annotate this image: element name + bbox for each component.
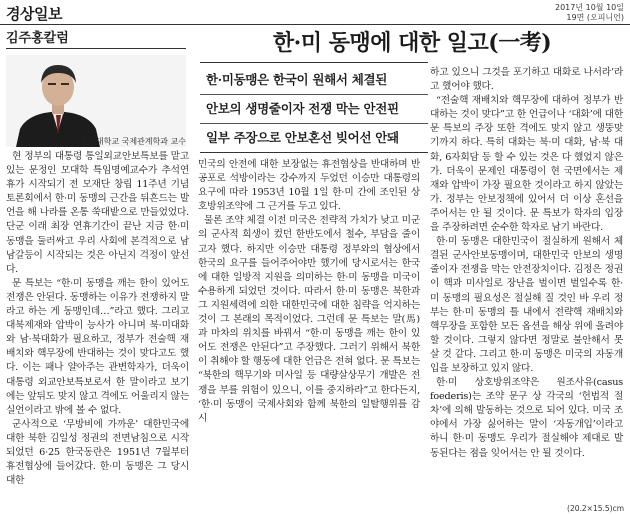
publication-date: 2017년 10월 10일 [555, 3, 624, 12]
subhead-line-1: 한·미동맹은 한국이 원해서 체결된 [200, 66, 428, 95]
page-section: 19면 (오피니언) [566, 13, 624, 22]
dateline [555, 3, 624, 23]
subhead-line-2: 안보의 생명줄이자 전쟁 막는 안전핀 [200, 95, 428, 124]
headline: 한·미 동맹에 대한 일고(一考) [272, 30, 552, 56]
newspaper-masthead: 경상일보 [6, 5, 62, 23]
headline-rule [200, 62, 428, 63]
portrait-image [6, 55, 186, 147]
paragraph: “전술핵 재배치와 핵무장에 대하여 정부가 반대하는 것이 맞다”고 한 언급이나 ‘대화’에 대한 문 특보의 주장 또한 격에도 맞지 않고 생뚱맞기까지 하다. 특히 대화는 북·미 대화, 남·북 대화, 6자회담 등 할 수 있는 것은 다 했었지 않은가. 더욱이 문제인 대통령이 현 국면에서는 제재와 압박이 가장 필요한 것이라고 하지 않았는가. 정부는 안보정책에 있어서 더 이상 혼선을 주어서는 안 될 것이다. 문 특보가 학자의 입장을 주장하려면 순수한 학자로 남기 바란다. [430, 95, 623, 234]
author-photo [6, 55, 186, 147]
paragraph: 한·미 동맹은 대한민국이 절실하게 원해서 체결된 군사안보동맹이며, 대한민국 안보의 생명줄이자 전쟁을 막는 안전장치이다. 김정은 정권이 핵과 미사일로 장난을 벌이면 벌일수록 한·미 동맹의 필요성은 절실해 질 것인 바 우리 정부는 한·미 동맹의 틀 내에서 전략핵 재배치와 핵무장을 포함한 모든 옵션을 해상 위에 올려야 할 것이다. 그렇지 않다면 정말로 불안해서 못살 것 같다. 그리고 한·미 동맹은 미국의 자동개입을 보장하고 있지 않다. [430, 236, 623, 374]
paragraph: 물론 조약 체결 이전 미국은 전략적 가치가 낮고 미군의 군사적 희생이 컸던 한반도에서 철수, 부담을 줄이고자 했다. 하지만 이승만 대통령 정부와의 협상에서 한국의 요구를 들어주어야만 했기에 당시로서는 한국에 대한 일방적 지원을 의미하는 한·미 동맹을 미국이 수용하게 되었던 것이다. 따라서 한·미 동맹은 북한과 그 지원세력에 의한 대한민국에 대한 침략을 억지하는 것이 그 본래의 목적이었다. 그런데 문 특보는 말(馬)과 마차의 위치를 바꿔서 “한·미 동맹을 깨는 한이 있어도 전쟁은 안된다”고 주장했다. 그러기 위해서 북한이 취해야 할 행동에 대한 언급은 전혀 없다. 문 특보는 “북한의 핵무기와 미사일 등 대량살상무기 개발은 전쟁을 부를 위험이 있으니, 이를 중지하라”고 한다든지, ‘한·미 동맹이 국제사회와 함께 북한의 일탈행위를 감시 [198, 215, 420, 424]
paragraph: 하고 있으니 그것을 포기하고 대화로 나서라’라고 했어야 했다. [430, 67, 623, 93]
body-column-1 [6, 150, 189, 488]
paragraph: 군사적으로 ‘무방비에 가까운’ 대한민국에 대한 북한 김일성 정권의 전면남침으로 시작되었던 6·25 한국동란은 1951년 7월부터 휴전협상에 들어갔다. 한·미 동맹은 그 당시 대한 [6, 418, 189, 487]
subhead-line-3: 일부 주장으로 안보혼선 빚어선 안돼 [200, 124, 428, 153]
paragraph: 현 정부의 대통령 통일외교안보특보를 맡고 있는 문정인 모대학 특임명예교수가 추석연휴가 시작되기 전 모재단 창립 11주년 기념토론회에서 한·미 동맹의 근간을 뒤흔드는 발언을 해 나라를 온통 쑥대밭으로 만들었었다. 단군 이래 최장 연휴기간이 끝난 지금 한·미 동맹을 둘러싸고 우리 사회에 본격적으로 남남갈등이 시작되는 것은 아닌지 걱정이 앞선다. [6, 151, 189, 275]
subhead-box [200, 66, 428, 153]
paragraph: 문 특보는 “한·미 동맹을 깨는 한이 있어도 전쟁은 안된다. 동맹하는 이유가 전쟁하지 말라고 하는 게 동맹인데…”라고 했다. 그리고 대북제재와 압박이 능사가 아니며 북·미대화와 남·북대화가 필요하고, 정부가 전술핵 재배치와 핵무장에 반대하는 것이 맞다고도 했다. 이는 패나 얄아주는 관변학자가, 더욱이 대통령 외교안보특보로서 한 말이라고 보기에는 앞뒤도 맞지 않고 격에도 어울리지 않는 실언이라고 밖에 볼 수 없다. [6, 277, 189, 416]
body-column-3 [430, 66, 623, 461]
masthead-rule [0, 24, 630, 25]
paragraph: 민국의 안전에 대한 보장없는 휴전협상을 반대하며 반공포로 석방이라는 강수까지 두었던 이승만 대통령의 요구에 따라 1953년 10월 1일 한·미 간에 조인된 상호방위조약에 그 근거를 두고 있다. [198, 159, 420, 213]
body-column-2 [198, 158, 420, 426]
paragraph: 한·미 상호방위조약은 원조사유(casus foederis)는 조약 문구 상 각국의 ‘헌법적 절차’에 의해 발동하는 것으로 되어 있다. 미국 조야에서 가장 싫어하는 말이 ‘자동개입’이라고 하니 한·미 동맹도 우리가 절실해야 제대로 발동된다는 점을 잊어서는 안 될 것이다. [430, 377, 623, 459]
column-author-label: 김주홍칼럼 [6, 30, 186, 49]
author-affiliation: 울산대학교 국제관계학과 교수 [80, 137, 186, 146]
clipping-size-note: (20.2×15.5)cm [567, 504, 624, 513]
